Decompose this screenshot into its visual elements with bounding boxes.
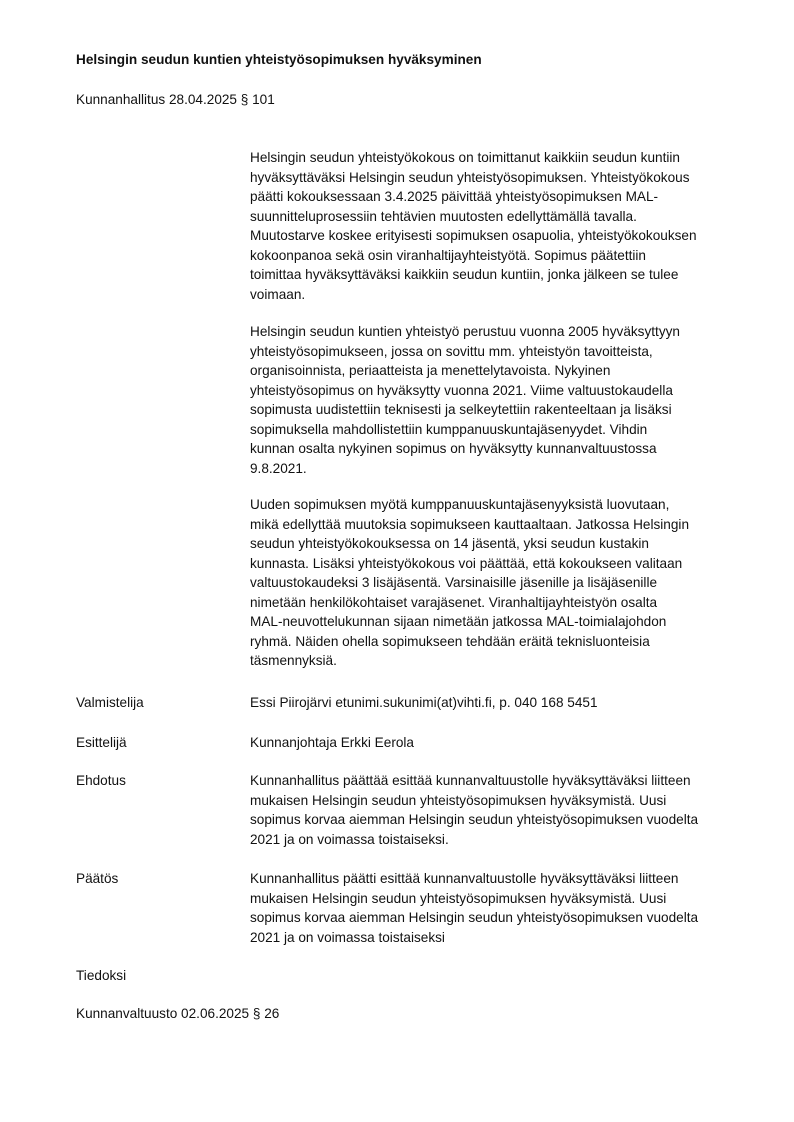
paragraph-line: Muutostarve koskee erityisesti sopimuksen osapuolia, yhteistyökokouksen (250, 228, 697, 243)
session-reference: Kunnanhallitus 28.04.2025 § 101 (76, 92, 275, 107)
paatos-line: mukaisen Helsingin seudun yhteistyösopimuksen hyväksymistä. Uusi (250, 890, 667, 906)
body-paragraph-3 (250, 495, 742, 671)
paragraph-line: sopimuksella mahdollistettiin kumppanuuskuntajäsenyydet. Vihdin (250, 421, 648, 437)
paragraph-line: mikä edellyttää muutoksia sopimukseen kauttaaltaan. Jatkossa Helsingin (250, 516, 690, 532)
paragraph-line: MAL-neuvottelukunnan sijaan nimetään jatkossa MAL-toimialajohdon (250, 614, 667, 629)
tiedoksi-label: Tiedoksi (76, 968, 127, 983)
esittelija-value: Kunnanjohtaja Erkki Eerola (250, 735, 414, 750)
paatos-text (250, 869, 750, 947)
paragraph-line: täsmennyksiä. (250, 653, 337, 668)
paragraph-line: sopimusta uudistettiin teknisesti ja selkeytettiin rakenteeltaan ja lisäksi (250, 402, 672, 417)
paragraph-line: 9.8.2021. (250, 460, 307, 476)
ehdotus-line: Kunnanhallitus päättää esittää kunnanvaltuustolle hyväksyttäväksi liitteen (250, 773, 691, 788)
paragraph-line: organisoinnista, periaatteista ja menettelytavoista. Nykyinen (250, 363, 611, 378)
paragraph-line: yhteistyösopimus on hyväksytty vuonna 2021. Viime valtuustokaudella (250, 382, 673, 398)
ehdotus-line: 2021 ja on voimassa toistaiseksi. (250, 831, 449, 847)
paragraph-line: nimetään henkilökohtaiset varajäsenet. Viranhaltijayhteistyön osalta (250, 594, 658, 610)
council-session-reference: Kunnanvaltuusto 02.06.2025 § 26 (76, 1006, 280, 1021)
paragraph-line: toimittaa hyväksyttäväksi kaikkiin seudun kuntiin, jonka jälkeen se tulee (250, 267, 679, 282)
paatos-line: sopimus korvaa aiemman Helsingin seudun yhteistyösopimuksen vuodelta (250, 910, 699, 925)
ehdotus-text (250, 771, 750, 849)
paragraph-line: Helsingin seudun kuntien yhteistyö perustuu vuonna 2005 hyväksyttyyn (250, 324, 680, 339)
paragraph-line: ryhmä. Näiden ohella sopimukseen tehdään eräitä teknisluonteisia (250, 633, 650, 649)
document-title: Helsingin seudun kuntien yhteistyösopimuksen hyväksyminen (76, 52, 482, 67)
valmistelija-label: Valmistelija (76, 695, 144, 710)
body-paragraph-1 (250, 148, 742, 304)
ehdotus-line: mukaisen Helsingin seudun yhteistyösopimuksen hyväksymistä. Uusi (250, 792, 667, 808)
paragraph-line: yhteistyösopimukseen, jossa on sovittu mm. yhteistyön tavoitteista, (250, 343, 653, 359)
paragraph-line: kunnasta. Lisäksi yhteistyökokous voi päättää, että kokoukseen valitaan (250, 555, 683, 571)
paatos-line: 2021 ja on voimassa toistaiseksi (250, 929, 445, 945)
paatos-label: Päätös (76, 871, 119, 886)
paragraph-line: seudun yhteistyökokouksessa on 14 jäsentä, yksi seudun kustakin (250, 536, 649, 551)
paragraph-line: voimaan. (250, 286, 306, 302)
ehdotus-line: sopimus korvaa aiemman Helsingin seudun yhteistyösopimuksen vuodelta (250, 812, 699, 827)
esittelija-label: Esittelijä (76, 735, 127, 750)
body-paragraph-2 (250, 322, 742, 478)
paatos-line: Kunnanhallitus päätti esittää kunnanvaltuustolle hyväksyttäväksi liitteen (250, 871, 679, 886)
paragraph-line: Uuden sopimuksen myötä kumppanuuskuntajäsenyyksistä luovutaan, (250, 497, 670, 512)
paragraph-line: päätti kokouksessaan 3.4.2025 päivittää yhteistyösopimuksen MAL- (250, 189, 659, 204)
paragraph-line: kokoonpanoa sekä osin viranhaltijayhteistyötä. Sopimus päätettiin (250, 247, 646, 263)
paragraph-line: suunnitteluprosessiin tehtävien muutosten edellyttämällä tavalla. (250, 208, 637, 224)
paragraph-line: Helsingin seudun yhteistyökokous on toimittanut kaikkiin seudun kuntiin (250, 150, 680, 165)
paragraph-line: valtuustokaudeksi 3 lisäjäsentä. Varsinaisille jäsenille ja lisäjäsenille (250, 575, 658, 590)
valmistelija-value: Essi Piirojärvi etunimi.sukunimi(at)vihti.fi, p. 040 168 5451 (250, 695, 598, 710)
ehdotus-label: Ehdotus (76, 773, 126, 788)
paragraph-line: hyväksyttäväksi Helsingin seudun yhteistyösopimuksen. Yhteistyökokous (250, 169, 690, 185)
paragraph-line: kunnan osalta nykyinen sopimus on hyväksytty kunnanvaltuustossa (250, 441, 657, 456)
